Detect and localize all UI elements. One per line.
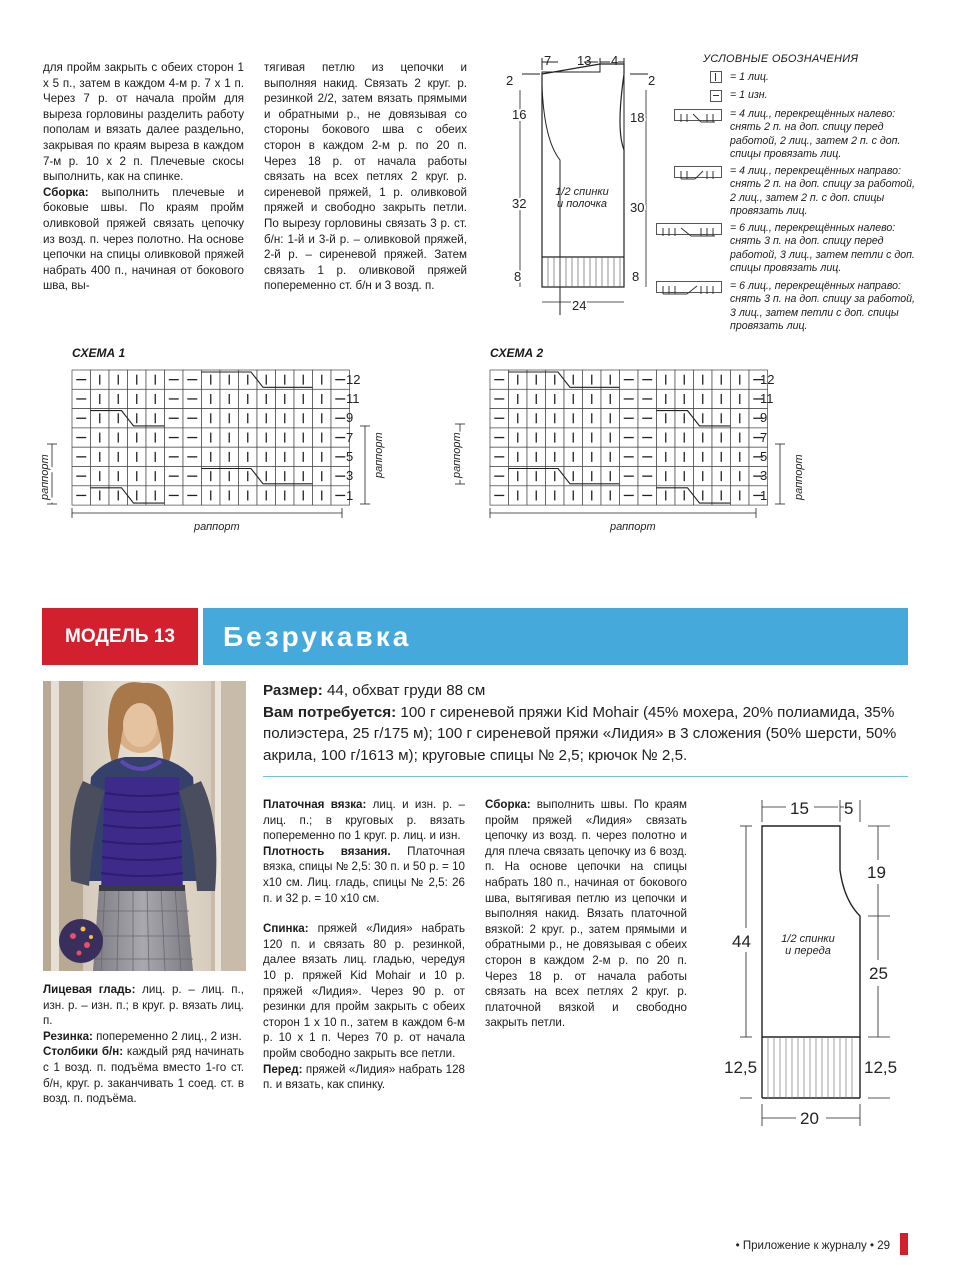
pattern1-label-line1: 1/2 спинки [555, 186, 609, 198]
dim2-rib-right: 12,5 [864, 1058, 898, 1077]
dim-top-left: 7 [544, 53, 552, 68]
single-crochet-label: Столбики б/н: [43, 1045, 124, 1059]
section-divider [263, 776, 908, 777]
dim-body-right: 30 [630, 200, 645, 215]
schema2-rapport-right: раппорт [793, 454, 805, 500]
legend-item-cable4-right: = 4 лиц., перекрещённых направо: снять 2 п. на доп. спицу за работой, 2 лиц., затем 2 п. с доп. спицы провязать лиц. [730, 165, 915, 218]
dim-body-left: 32 [512, 196, 527, 211]
legend-purl-symbol [710, 90, 722, 102]
schema2-row-12: 12 [760, 372, 775, 387]
assembly-label: Сборка: [43, 185, 89, 199]
legend-item-knit: = 1 лиц. [730, 71, 769, 83]
schema1-rapport-right: раппорт [373, 432, 385, 478]
rib-text: попеременно 2 лиц., 2 изн. [92, 1029, 242, 1043]
schema2-rapport-left: раппорт [451, 432, 463, 478]
schema1-row-9: 9 [346, 410, 354, 425]
legend-item-cable6-right: = 6 лиц., перекрещённых направо: снять 3 п. на доп. спицу за работой, 3 лиц., затем петли с доп. спицы провязать лиц. [730, 280, 915, 333]
size-text: 44, обхват груди 88 см [322, 682, 486, 699]
back-text: пряжей «Лидия» набрать 120 п. и связать 80 р. резинкой, далее вязать лиц. гладью, чередуя 10 р. пряжей Kid Mohair и 10 р. пряжей «Лидия». Через 90 р. от резинки для пройм закрыть с обеих сторон 1 х 10 п., затем в каждом 6-м р. 10 х 1 п. Через 70 р. от начала пройм свободно закрыть все петли. [263, 922, 465, 1060]
dim2-rib-left: 12,5 [724, 1058, 758, 1077]
col2-paragraph: тягивая петлю из цепочки и выполняя накид. Связать 2 круг. р. резинкой 2/2, затем вязать прямыми и обратными р., не довязывая со стороны бокового шва с обеих сторон в каждом 2-м р. по 20 п. Через 18 р. от начала работы связать на всех петлях 2 круг. р. сиреневой пряжей, 1 р. оливковой пряжей и свободно закрыть петли. По вырезу горловины связать 3 р. ст. б/н: 1-й и 3-й р. – оливковой пряжей, 2-й р. – сиреневой пряжей. Затем связать 1 р. оливковой пряжей попеременно ст. б/н и 3 возд. п. [264, 61, 467, 293]
model-title-banner [203, 608, 908, 665]
schema2-row-11: 11 [760, 391, 774, 406]
legend-item-cable6-left: = 6 лиц., перекрещённых налево: снять 3 п. на доп. спицу перед работой, 3 лиц., затем петли с доп. спицы провязать лиц. [730, 222, 915, 275]
intro-block [263, 680, 913, 766]
assembly-text: выполнить плечевые и боковые швы. По краям пройм оливковой пряжей связать цепочку из возд. п. через полотно. На основе цепочки на спицы оливковой пряжей набрать 400 п., начиная от бокового шва, вы- [43, 185, 244, 293]
dim-shoulder-left: 2 [506, 73, 514, 88]
footer-accent-bar [900, 1233, 908, 1255]
model-title: Безрукавка [223, 620, 412, 652]
dim2-bottom: 20 [800, 1109, 819, 1128]
stockinette-label: Лицевая гладь: [43, 983, 136, 996]
schema1-title: СХЕМА 1 [72, 346, 126, 360]
legend-cable6-right-symbol [656, 281, 722, 293]
dim-top-right: 4 [611, 53, 619, 68]
schema1-row-11: 11 [346, 391, 360, 406]
schema2-row-7: 7 [760, 430, 768, 445]
text-column-3 [43, 982, 244, 1107]
legend-title: УСЛОВНЫЕ ОБОЗНАЧЕНИЯ [703, 53, 859, 65]
dim-armhole-right: 18 [630, 110, 645, 125]
legend-cable4-right-symbol [674, 166, 722, 178]
schema2-row-5: 5 [760, 449, 768, 464]
dim2-top-left: 15 [790, 799, 809, 818]
dim-armhole-left: 16 [512, 107, 527, 122]
schema2-row-1: 1 [760, 488, 768, 503]
pattern1-label-line2: и полочка [557, 198, 607, 210]
dim-shoulder-right: 2 [648, 73, 656, 88]
model-number-badge: МОДЕЛЬ 13 [42, 608, 198, 665]
dim2-armhole: 19 [867, 863, 886, 882]
dim2-top-right: 5 [844, 799, 854, 818]
text-column-2 [264, 60, 467, 294]
schema2-row-3: 3 [760, 468, 768, 483]
schema1-row-12: 12 [346, 372, 361, 387]
single-crochet-text: каждый ряд начинать с 1 возд. п. подъёма вместо 1-го ст. б/н, круг. р. заканчивать 1 соед. ст. в возд. п. подъёма. [43, 1045, 245, 1106]
dim-rib-left: 8 [514, 269, 522, 284]
legend-item-cable4-left: = 4 лиц., перекрещённых налево: снять 2 п. на доп. спицу перед работой, 2 лиц., затем 2 п. с доп. спицы провязать лиц. [730, 108, 901, 161]
schema1-rapport-bottom: раппорт [194, 521, 240, 533]
garter-text: лиц. и изн. р. – лиц. п.; в круговых р. вязать попеременно по 1 круг. р. лиц. и изн. [263, 798, 466, 843]
pattern-diagram-1 [500, 50, 675, 315]
pattern2-label-line1: 1/2 спинки [781, 933, 835, 945]
schema2-row-9: 9 [760, 410, 768, 425]
model-photo [43, 681, 246, 971]
pattern-diagram-2 [720, 790, 920, 1130]
legend-cable4-left-symbol [674, 109, 722, 121]
dim-rib-right: 8 [632, 269, 640, 284]
schema2-chart [446, 360, 816, 540]
text-column-5 [485, 797, 687, 1031]
garter-label: Платочная вязка: [263, 798, 367, 811]
back-label: Спинка: [263, 922, 309, 936]
gauge-label: Плотность вязания. [263, 844, 391, 858]
schema2-rapport-bottom: раппорт [610, 521, 656, 533]
col1-paragraph: для пройм закрыть с обеих сторон 1 х 5 п., затем в каждом 4-м р. 7 х 1 п. Через 7 р. от начала пройм для выреза горловины разделить работу пополам и вязать далее раздельно, закрывая по краям выреза в каждом 7-м р. 10 х 2 п. Плечевые скосы выполнить, как на спинке. [43, 61, 244, 184]
rib-label: Резинка: [43, 1029, 93, 1043]
pattern2-label-line2: и переда [785, 945, 831, 957]
materials-label: Вам потребуется: [263, 703, 397, 721]
schema1-row-5: 5 [346, 449, 354, 464]
schema1-row-3: 3 [346, 468, 354, 483]
text-column-4 [263, 797, 465, 1093]
size-label: Размер: [263, 682, 323, 699]
front-label: Перед: [263, 1062, 303, 1076]
gauge-text: Платочная вязка, спицы № 2,5: 30 п. и 50 р. = 10 х10 см. Лиц. гладь, спицы № 2,5: 26 п. и 32 р. = 10 х10 см. [263, 844, 465, 905]
front-text: пряжей «Лидия» набрать 128 п. и вязать, как спинку. [263, 1062, 465, 1092]
dim-top-mid: 13 [577, 53, 592, 68]
schema2-title: СХЕМА 2 [490, 346, 544, 360]
schema1-chart [30, 360, 400, 540]
assembly2-text: выполнить швы. По краям пройм пряжей «Лидия» связать цепочку из возд. п. через полотно и для плеча связать цепочку из 6 возд. п. На основе цепочки на спицы набрать 180 п., начиная от бокового шва, вытягивая петлю из цепочки и выполняя накид. Вязать платочной вязкой: 2 круг. р., затем прямыми и обратными р., не довязывая с обеих сторон в каждом 2-м р. по 20 п. Через 18 р. от начала работы связать на всех петлях 2 круг. р. платочной вязкой и свободно закрыть петли. [485, 798, 687, 1030]
page-footer: • Приложение к журналу • 29 [735, 1240, 890, 1252]
dim2-body: 25 [869, 964, 888, 983]
schema1-row-1: 1 [346, 488, 354, 503]
legend-knit-symbol [710, 71, 722, 83]
schema1-rapport-left: раппорт [39, 454, 51, 500]
text-column-1 [43, 60, 244, 294]
stockinette-text: лиц. р. – лиц. п., изн. р. – изн. п.; в круг. р. вязать лиц. п. [43, 983, 244, 1028]
dim-bottom: 24 [572, 298, 587, 313]
legend-item-purl: = 1 изн. [730, 89, 768, 101]
dim2-total: 44 [732, 932, 751, 951]
schema1-row-7: 7 [346, 430, 354, 445]
assembly2-label: Сборка: [485, 798, 531, 811]
materials-text: 100 г сиреневой пряжи Kid Mohair (45% мохера, 20% полиамида, 35% полиэстера, 25 г/175 м); 100 г сиреневой пряжи «Лидия» в 3 сложения (50% шерсти, 50% акрила, 100 г/1613 м); круговые спицы № 2,5; крючок № 2,5. [263, 703, 897, 764]
legend-cable6-left-symbol [656, 223, 722, 235]
